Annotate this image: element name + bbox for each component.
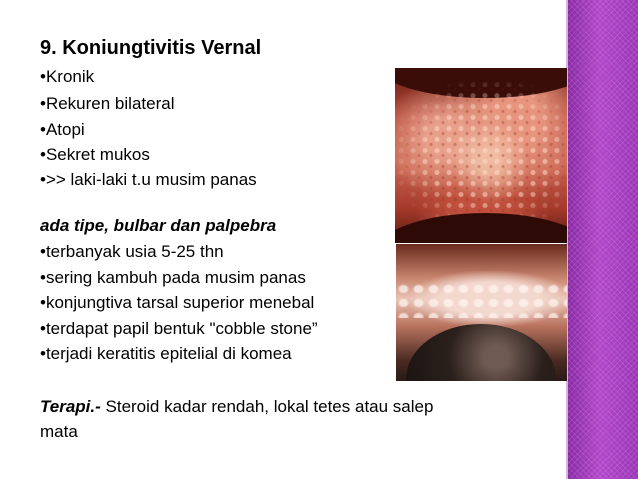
therapy-line: [40, 397, 433, 417]
bullet-rekuren: •Rekuren bilateral: [40, 94, 175, 113]
limbal-nodules: [396, 282, 567, 318]
therapy-text: Steroid kadar rendah, lokal tetes atau salep: [100, 397, 434, 416]
conjunctiva-photo-bottom: [396, 244, 567, 381]
bullet-kronik: •Kronik: [40, 67, 95, 86]
subheading: ada tipe, bulbar dan palpebra: [40, 216, 277, 235]
bullet-usia: •terbanyak usia 5-25 thn: [40, 242, 224, 261]
bullet-keratitis: •terjadi keratitis epitelial di komea: [40, 344, 292, 363]
iris: [406, 324, 556, 381]
decorative-band: [568, 0, 638, 479]
bullet-atopi: •Atopi: [40, 120, 85, 139]
bullet-kambuh: •sering kambuh pada musim panas: [40, 268, 306, 287]
therapy-line-2: mata: [40, 422, 78, 441]
bullet-papil: •terdapat papil bentuk "cobble stone”: [40, 319, 318, 338]
conjunctiva-photo-top: [395, 68, 567, 243]
slide-title: 9. Koniungtivitis Vernal: [40, 37, 262, 59]
bullet-tarsal: •konjungtiva tarsal superior menebal: [40, 293, 315, 312]
bullet-sekret: •Sekret mukos: [40, 145, 150, 164]
therapy-label: Terapi.-: [40, 397, 101, 416]
bullet-laki: •>> laki-laki t.u musim panas: [40, 170, 257, 189]
